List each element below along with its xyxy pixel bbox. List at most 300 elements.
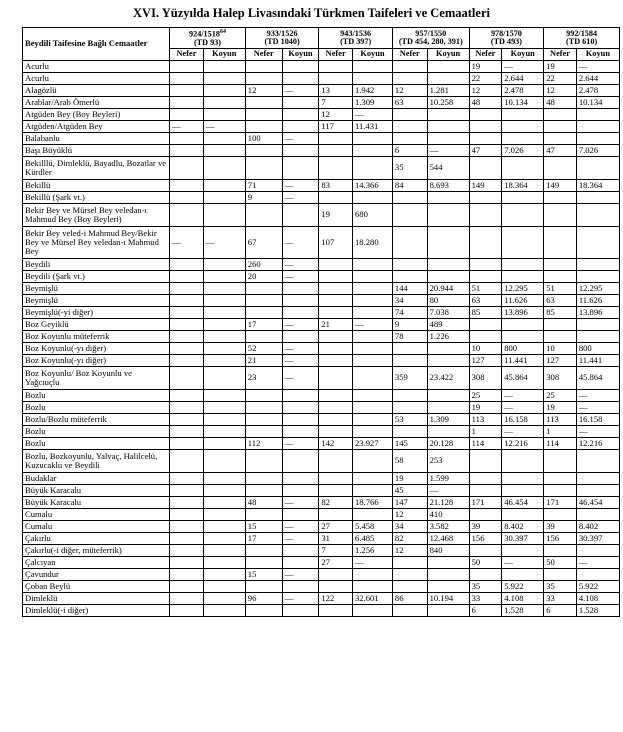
nefer-cell xyxy=(469,509,502,521)
nefer-cell xyxy=(245,581,282,593)
koyun-cell xyxy=(282,414,319,426)
cemaat-name: Boz Geyiklü xyxy=(23,319,170,331)
nefer-cell: 63 xyxy=(544,295,577,307)
table-row xyxy=(23,109,620,121)
koyun-cell xyxy=(576,569,619,581)
nefer-cell xyxy=(170,271,204,283)
nefer-cell xyxy=(245,145,282,157)
nefer-cell: 84 xyxy=(392,180,427,192)
koyun-cell xyxy=(282,402,319,414)
nefer-cell xyxy=(319,331,353,343)
nefer-cell: 9 xyxy=(392,319,427,331)
nefer-cell xyxy=(245,485,282,497)
cemaat-name: Beydili (Şark vt.) xyxy=(23,271,170,283)
koyun-cell xyxy=(502,319,544,331)
nefer-cell: 48 xyxy=(245,497,282,509)
cemaat-name: Budaklar xyxy=(23,473,170,485)
nefer-cell xyxy=(319,343,353,355)
nefer-cell: 1 xyxy=(469,426,502,438)
nefer-cell xyxy=(469,485,502,497)
period-year: 924/1518 xyxy=(189,29,220,39)
koyun-cell: — xyxy=(282,271,319,283)
nefer-cell xyxy=(392,557,427,569)
koyun-cell xyxy=(203,192,245,204)
cemaat-name: Bozlu xyxy=(23,402,170,414)
koyun-cell xyxy=(576,485,619,497)
nefer-cell: 35 xyxy=(392,157,427,180)
koyun-cell: 840 xyxy=(427,545,469,557)
koyun-cell xyxy=(352,509,392,521)
nefer-cell xyxy=(469,319,502,331)
nefer-cell xyxy=(319,450,353,473)
nefer-cell xyxy=(469,569,502,581)
koyun-cell xyxy=(502,227,544,259)
koyun-cell: 46.454 xyxy=(576,497,619,509)
nefer-cell xyxy=(392,426,427,438)
koyun-cell xyxy=(352,485,392,497)
koyun-cell xyxy=(203,497,245,509)
period-year: 933/1526 xyxy=(266,28,298,38)
koyun-cell: 2.478 xyxy=(502,85,544,97)
table-row xyxy=(23,545,620,557)
cemaat-name: Atgüden/Atgüden Bey xyxy=(23,121,170,133)
cemaat-name: Boz Koyunlu müteferrik xyxy=(23,331,170,343)
name-column-header: Beydili Taifesine Bağlı Cemaatler xyxy=(23,28,170,61)
koyun-cell xyxy=(203,485,245,497)
koyun-cell: — xyxy=(282,85,319,97)
koyun-cell: 1.528 xyxy=(502,605,544,617)
koyun-cell xyxy=(576,450,619,473)
nefer-header: Nefer xyxy=(469,49,502,61)
koyun-cell xyxy=(576,109,619,121)
nefer-cell: 71 xyxy=(245,180,282,192)
koyun-cell xyxy=(203,509,245,521)
koyun-cell xyxy=(282,145,319,157)
nefer-cell xyxy=(392,73,427,85)
nefer-cell xyxy=(544,569,577,581)
koyun-cell xyxy=(576,509,619,521)
table-row xyxy=(23,581,620,593)
cemaat-name: Bekir Bey ve Mürsel Bey veledan-ı Mahmud Bey (Boy Beyleri) xyxy=(23,204,170,227)
nefer-cell: 127 xyxy=(469,355,502,367)
nefer-cell: 114 xyxy=(469,438,502,450)
koyun-cell: — xyxy=(203,121,245,133)
table-row xyxy=(23,227,620,259)
nefer-cell: 52 xyxy=(245,343,282,355)
nefer-cell xyxy=(170,402,204,414)
koyun-cell xyxy=(502,485,544,497)
nefer-cell: 21 xyxy=(319,319,353,331)
koyun-cell: 12.295 xyxy=(576,283,619,295)
koyun-cell: 5.922 xyxy=(576,581,619,593)
nefer-cell: 1 xyxy=(544,426,577,438)
nefer-cell xyxy=(170,450,204,473)
nefer-cell xyxy=(544,192,577,204)
nefer-cell xyxy=(469,121,502,133)
koyun-cell xyxy=(282,307,319,319)
nefer-cell: 35 xyxy=(544,581,577,593)
nefer-cell xyxy=(170,438,204,450)
nefer-cell xyxy=(544,157,577,180)
table-row xyxy=(23,497,620,509)
koyun-cell: — xyxy=(203,227,245,259)
nefer-cell xyxy=(544,545,577,557)
nefer-cell xyxy=(245,390,282,402)
nefer-cell xyxy=(319,414,353,426)
nefer-cell: 48 xyxy=(469,97,502,109)
period-header xyxy=(392,28,469,49)
koyun-cell xyxy=(427,355,469,367)
nefer-cell xyxy=(544,259,577,271)
table-row xyxy=(23,180,620,192)
cemaat-name: Cumalu xyxy=(23,521,170,533)
koyun-cell: — xyxy=(282,259,319,271)
nefer-cell xyxy=(170,157,204,180)
nefer-cell xyxy=(170,509,204,521)
cemaat-table xyxy=(22,27,620,617)
table-row xyxy=(23,157,620,180)
koyun-cell xyxy=(352,414,392,426)
cemaat-name: Dimleklü xyxy=(23,593,170,605)
koyun-cell xyxy=(282,295,319,307)
koyun-cell: — xyxy=(502,402,544,414)
cemaat-name: Bekillü xyxy=(23,180,170,192)
table-row xyxy=(23,271,620,283)
nefer-cell xyxy=(170,97,204,109)
nefer-cell: 114 xyxy=(544,438,577,450)
koyun-cell xyxy=(203,390,245,402)
koyun-cell xyxy=(352,581,392,593)
koyun-cell xyxy=(352,473,392,485)
nefer-cell xyxy=(245,402,282,414)
nefer-cell xyxy=(170,545,204,557)
nefer-cell: 12 xyxy=(319,109,353,121)
koyun-cell xyxy=(427,192,469,204)
table-row xyxy=(23,97,620,109)
cemaat-name: Beymişlü(-yi diğer) xyxy=(23,307,170,319)
koyun-cell xyxy=(203,402,245,414)
koyun-cell: 680 xyxy=(352,204,392,227)
koyun-cell xyxy=(502,271,544,283)
cemaat-name: Boz Koyunlu(-yı diğer) xyxy=(23,343,170,355)
nefer-cell xyxy=(319,283,353,295)
koyun-cell xyxy=(203,581,245,593)
koyun-cell: 1.256 xyxy=(352,545,392,557)
nefer-cell xyxy=(392,227,427,259)
koyun-cell: — xyxy=(282,367,319,390)
koyun-cell: 544 xyxy=(427,157,469,180)
koyun-cell xyxy=(576,133,619,145)
koyun-cell xyxy=(502,473,544,485)
table-row xyxy=(23,438,620,450)
table-row xyxy=(23,402,620,414)
nefer-cell: 27 xyxy=(319,557,353,569)
nefer-cell: 127 xyxy=(544,355,577,367)
nefer-cell: 13 xyxy=(319,85,353,97)
nefer-cell: 145 xyxy=(392,438,427,450)
koyun-cell: 10.258 xyxy=(427,97,469,109)
nefer-cell: 142 xyxy=(319,438,353,450)
nefer-cell: 74 xyxy=(392,307,427,319)
koyun-cell xyxy=(203,180,245,192)
nefer-header: Nefer xyxy=(170,49,204,61)
nefer-cell xyxy=(392,121,427,133)
period-td: (TD 397) xyxy=(340,37,372,46)
table-body xyxy=(23,61,620,617)
nefer-cell: 67 xyxy=(245,227,282,259)
koyun-cell xyxy=(203,557,245,569)
koyun-cell xyxy=(352,295,392,307)
koyun-cell: 800 xyxy=(502,343,544,355)
koyun-cell: 5.458 xyxy=(352,521,392,533)
koyun-cell xyxy=(502,204,544,227)
nefer-cell xyxy=(170,581,204,593)
koyun-cell: 7.026 xyxy=(576,145,619,157)
koyun-cell: 13.896 xyxy=(502,307,544,319)
koyun-cell xyxy=(502,259,544,271)
koyun-cell xyxy=(282,61,319,73)
koyun-cell: 11.626 xyxy=(502,295,544,307)
nefer-cell xyxy=(392,390,427,402)
nefer-cell: 20 xyxy=(245,271,282,283)
nefer-cell xyxy=(245,73,282,85)
period-year: 943/1536 xyxy=(340,28,372,38)
nefer-cell: 33 xyxy=(544,593,577,605)
nefer-cell xyxy=(170,414,204,426)
nefer-cell: 25 xyxy=(544,390,577,402)
koyun-cell xyxy=(352,61,392,73)
nefer-cell: 22 xyxy=(469,73,502,85)
table-row xyxy=(23,73,620,85)
koyun-cell: 11.441 xyxy=(576,355,619,367)
koyun-cell: 1.942 xyxy=(352,85,392,97)
koyun-header: Koyun xyxy=(576,49,619,61)
koyun-cell: 7.038 xyxy=(427,307,469,319)
nefer-cell xyxy=(319,390,353,402)
nefer-cell xyxy=(392,605,427,617)
koyun-cell xyxy=(203,61,245,73)
koyun-header: Koyun xyxy=(203,49,245,61)
nefer-cell xyxy=(245,97,282,109)
koyun-cell: 32.601 xyxy=(352,593,392,605)
nefer-cell xyxy=(170,426,204,438)
koyun-cell: 16.158 xyxy=(502,414,544,426)
cemaat-name: Çakırlu(-i diğer, müteferrik) xyxy=(23,545,170,557)
nefer-cell xyxy=(469,227,502,259)
koyun-cell: — xyxy=(427,145,469,157)
koyun-cell xyxy=(203,450,245,473)
nefer-cell: 63 xyxy=(392,97,427,109)
nefer-cell xyxy=(469,259,502,271)
nefer-cell xyxy=(170,557,204,569)
nefer-cell xyxy=(170,355,204,367)
koyun-cell xyxy=(282,450,319,473)
nefer-cell xyxy=(170,259,204,271)
table-row xyxy=(23,533,620,545)
cemaat-name: Bekillü (Şark vt.) xyxy=(23,192,170,204)
koyun-cell xyxy=(203,307,245,319)
koyun-cell xyxy=(282,485,319,497)
nefer-cell xyxy=(544,121,577,133)
table-row xyxy=(23,295,620,307)
nefer-cell xyxy=(245,509,282,521)
nefer-cell: 12 xyxy=(392,509,427,521)
koyun-cell: 11.441 xyxy=(502,355,544,367)
koyun-cell: — xyxy=(282,521,319,533)
koyun-cell xyxy=(352,450,392,473)
koyun-cell xyxy=(427,569,469,581)
nefer-cell xyxy=(469,271,502,283)
koyun-cell: 6.485 xyxy=(352,533,392,545)
nefer-cell: 19 xyxy=(469,61,502,73)
koyun-cell xyxy=(203,97,245,109)
koyun-cell: 3.582 xyxy=(427,521,469,533)
nefer-cell xyxy=(245,545,282,557)
koyun-cell xyxy=(203,259,245,271)
koyun-cell: 20.128 xyxy=(427,438,469,450)
nefer-cell: 33 xyxy=(469,593,502,605)
nefer-cell: 9 xyxy=(245,192,282,204)
koyun-cell: — xyxy=(427,485,469,497)
cemaat-name: Başı Büyüklü xyxy=(23,145,170,157)
nefer-cell: 50 xyxy=(544,557,577,569)
nefer-header: Nefer xyxy=(392,49,427,61)
cemaat-name: Beymişlü xyxy=(23,283,170,295)
koyun-cell xyxy=(352,73,392,85)
koyun-cell: — xyxy=(282,438,319,450)
period-header xyxy=(245,28,319,49)
cemaat-name: Büyük Karacalu xyxy=(23,497,170,509)
koyun-cell: — xyxy=(282,180,319,192)
koyun-cell xyxy=(203,521,245,533)
koyun-cell xyxy=(502,133,544,145)
period-header xyxy=(469,28,544,49)
nefer-cell xyxy=(319,61,353,73)
cemaat-name: Balabanlu xyxy=(23,133,170,145)
nefer-cell xyxy=(319,605,353,617)
cemaat-name: Çoban Beylü xyxy=(23,581,170,593)
nefer-cell xyxy=(469,450,502,473)
nefer-cell xyxy=(170,485,204,497)
koyun-cell xyxy=(352,343,392,355)
nefer-cell: 15 xyxy=(245,521,282,533)
koyun-cell xyxy=(502,109,544,121)
nefer-cell: 112 xyxy=(245,438,282,450)
koyun-cell xyxy=(203,605,245,617)
nefer-cell: 35 xyxy=(469,581,502,593)
nefer-cell xyxy=(469,133,502,145)
nefer-cell xyxy=(170,367,204,390)
koyun-cell xyxy=(502,157,544,180)
cemaat-name: Bozlu xyxy=(23,438,170,450)
koyun-cell: 1.309 xyxy=(427,414,469,426)
koyun-cell: 12.468 xyxy=(427,533,469,545)
nefer-cell: 63 xyxy=(469,295,502,307)
koyun-cell: 2.478 xyxy=(576,85,619,97)
period-header xyxy=(544,28,620,49)
koyun-cell xyxy=(203,73,245,85)
nefer-cell: 34 xyxy=(392,521,427,533)
nefer-cell xyxy=(170,569,204,581)
koyun-cell xyxy=(352,367,392,390)
cemaat-name: Bozlu xyxy=(23,426,170,438)
table-row xyxy=(23,390,620,402)
koyun-cell xyxy=(352,426,392,438)
nefer-cell: 308 xyxy=(469,367,502,390)
nefer-cell: 260 xyxy=(245,259,282,271)
table-row xyxy=(23,414,620,426)
koyun-cell xyxy=(352,390,392,402)
nefer-cell xyxy=(392,61,427,73)
nefer-cell: 39 xyxy=(469,521,502,533)
table-row xyxy=(23,593,620,605)
koyun-cell xyxy=(427,605,469,617)
koyun-cell: 45.864 xyxy=(502,367,544,390)
nefer-cell xyxy=(245,157,282,180)
koyun-cell: 4.108 xyxy=(576,593,619,605)
koyun-cell: 30.397 xyxy=(576,533,619,545)
koyun-cell: 12.295 xyxy=(502,283,544,295)
table-row xyxy=(23,557,620,569)
nefer-cell xyxy=(469,204,502,227)
koyun-cell xyxy=(502,331,544,343)
nefer-cell: 19 xyxy=(544,402,577,414)
koyun-cell xyxy=(352,605,392,617)
nefer-cell xyxy=(170,61,204,73)
nefer-cell xyxy=(170,331,204,343)
nefer-cell xyxy=(245,295,282,307)
period-td: (TD 1040) xyxy=(264,37,300,46)
koyun-cell: 1.309 xyxy=(352,97,392,109)
nefer-cell xyxy=(319,271,353,283)
nefer-cell: 83 xyxy=(319,180,353,192)
nefer-cell: 47 xyxy=(544,145,577,157)
koyun-cell xyxy=(502,192,544,204)
koyun-cell: 253 xyxy=(427,450,469,473)
nefer-cell xyxy=(392,271,427,283)
nefer-cell xyxy=(469,545,502,557)
table-row xyxy=(23,145,620,157)
koyun-cell: — xyxy=(282,497,319,509)
nefer-cell: 19 xyxy=(469,402,502,414)
nefer-cell: 51 xyxy=(469,283,502,295)
koyun-cell: — xyxy=(282,533,319,545)
koyun-cell: 13.896 xyxy=(576,307,619,319)
nefer-cell: 25 xyxy=(469,390,502,402)
koyun-cell: 8.402 xyxy=(576,521,619,533)
nefer-cell xyxy=(392,569,427,581)
nefer-cell: 96 xyxy=(245,593,282,605)
nefer-cell xyxy=(319,426,353,438)
koyun-cell xyxy=(427,390,469,402)
koyun-cell: 8.693 xyxy=(427,180,469,192)
koyun-cell: — xyxy=(282,569,319,581)
nefer-cell: 45 xyxy=(392,485,427,497)
koyun-cell: 23.422 xyxy=(427,367,469,390)
koyun-cell xyxy=(427,426,469,438)
nefer-cell xyxy=(170,85,204,97)
nefer-cell xyxy=(469,192,502,204)
koyun-cell xyxy=(427,343,469,355)
nefer-cell xyxy=(544,133,577,145)
nefer-cell xyxy=(170,497,204,509)
nefer-cell xyxy=(170,133,204,145)
table-row xyxy=(23,485,620,497)
koyun-cell xyxy=(282,204,319,227)
nefer-cell: 171 xyxy=(544,497,577,509)
koyun-header: Koyun xyxy=(352,49,392,61)
koyun-cell xyxy=(282,73,319,85)
